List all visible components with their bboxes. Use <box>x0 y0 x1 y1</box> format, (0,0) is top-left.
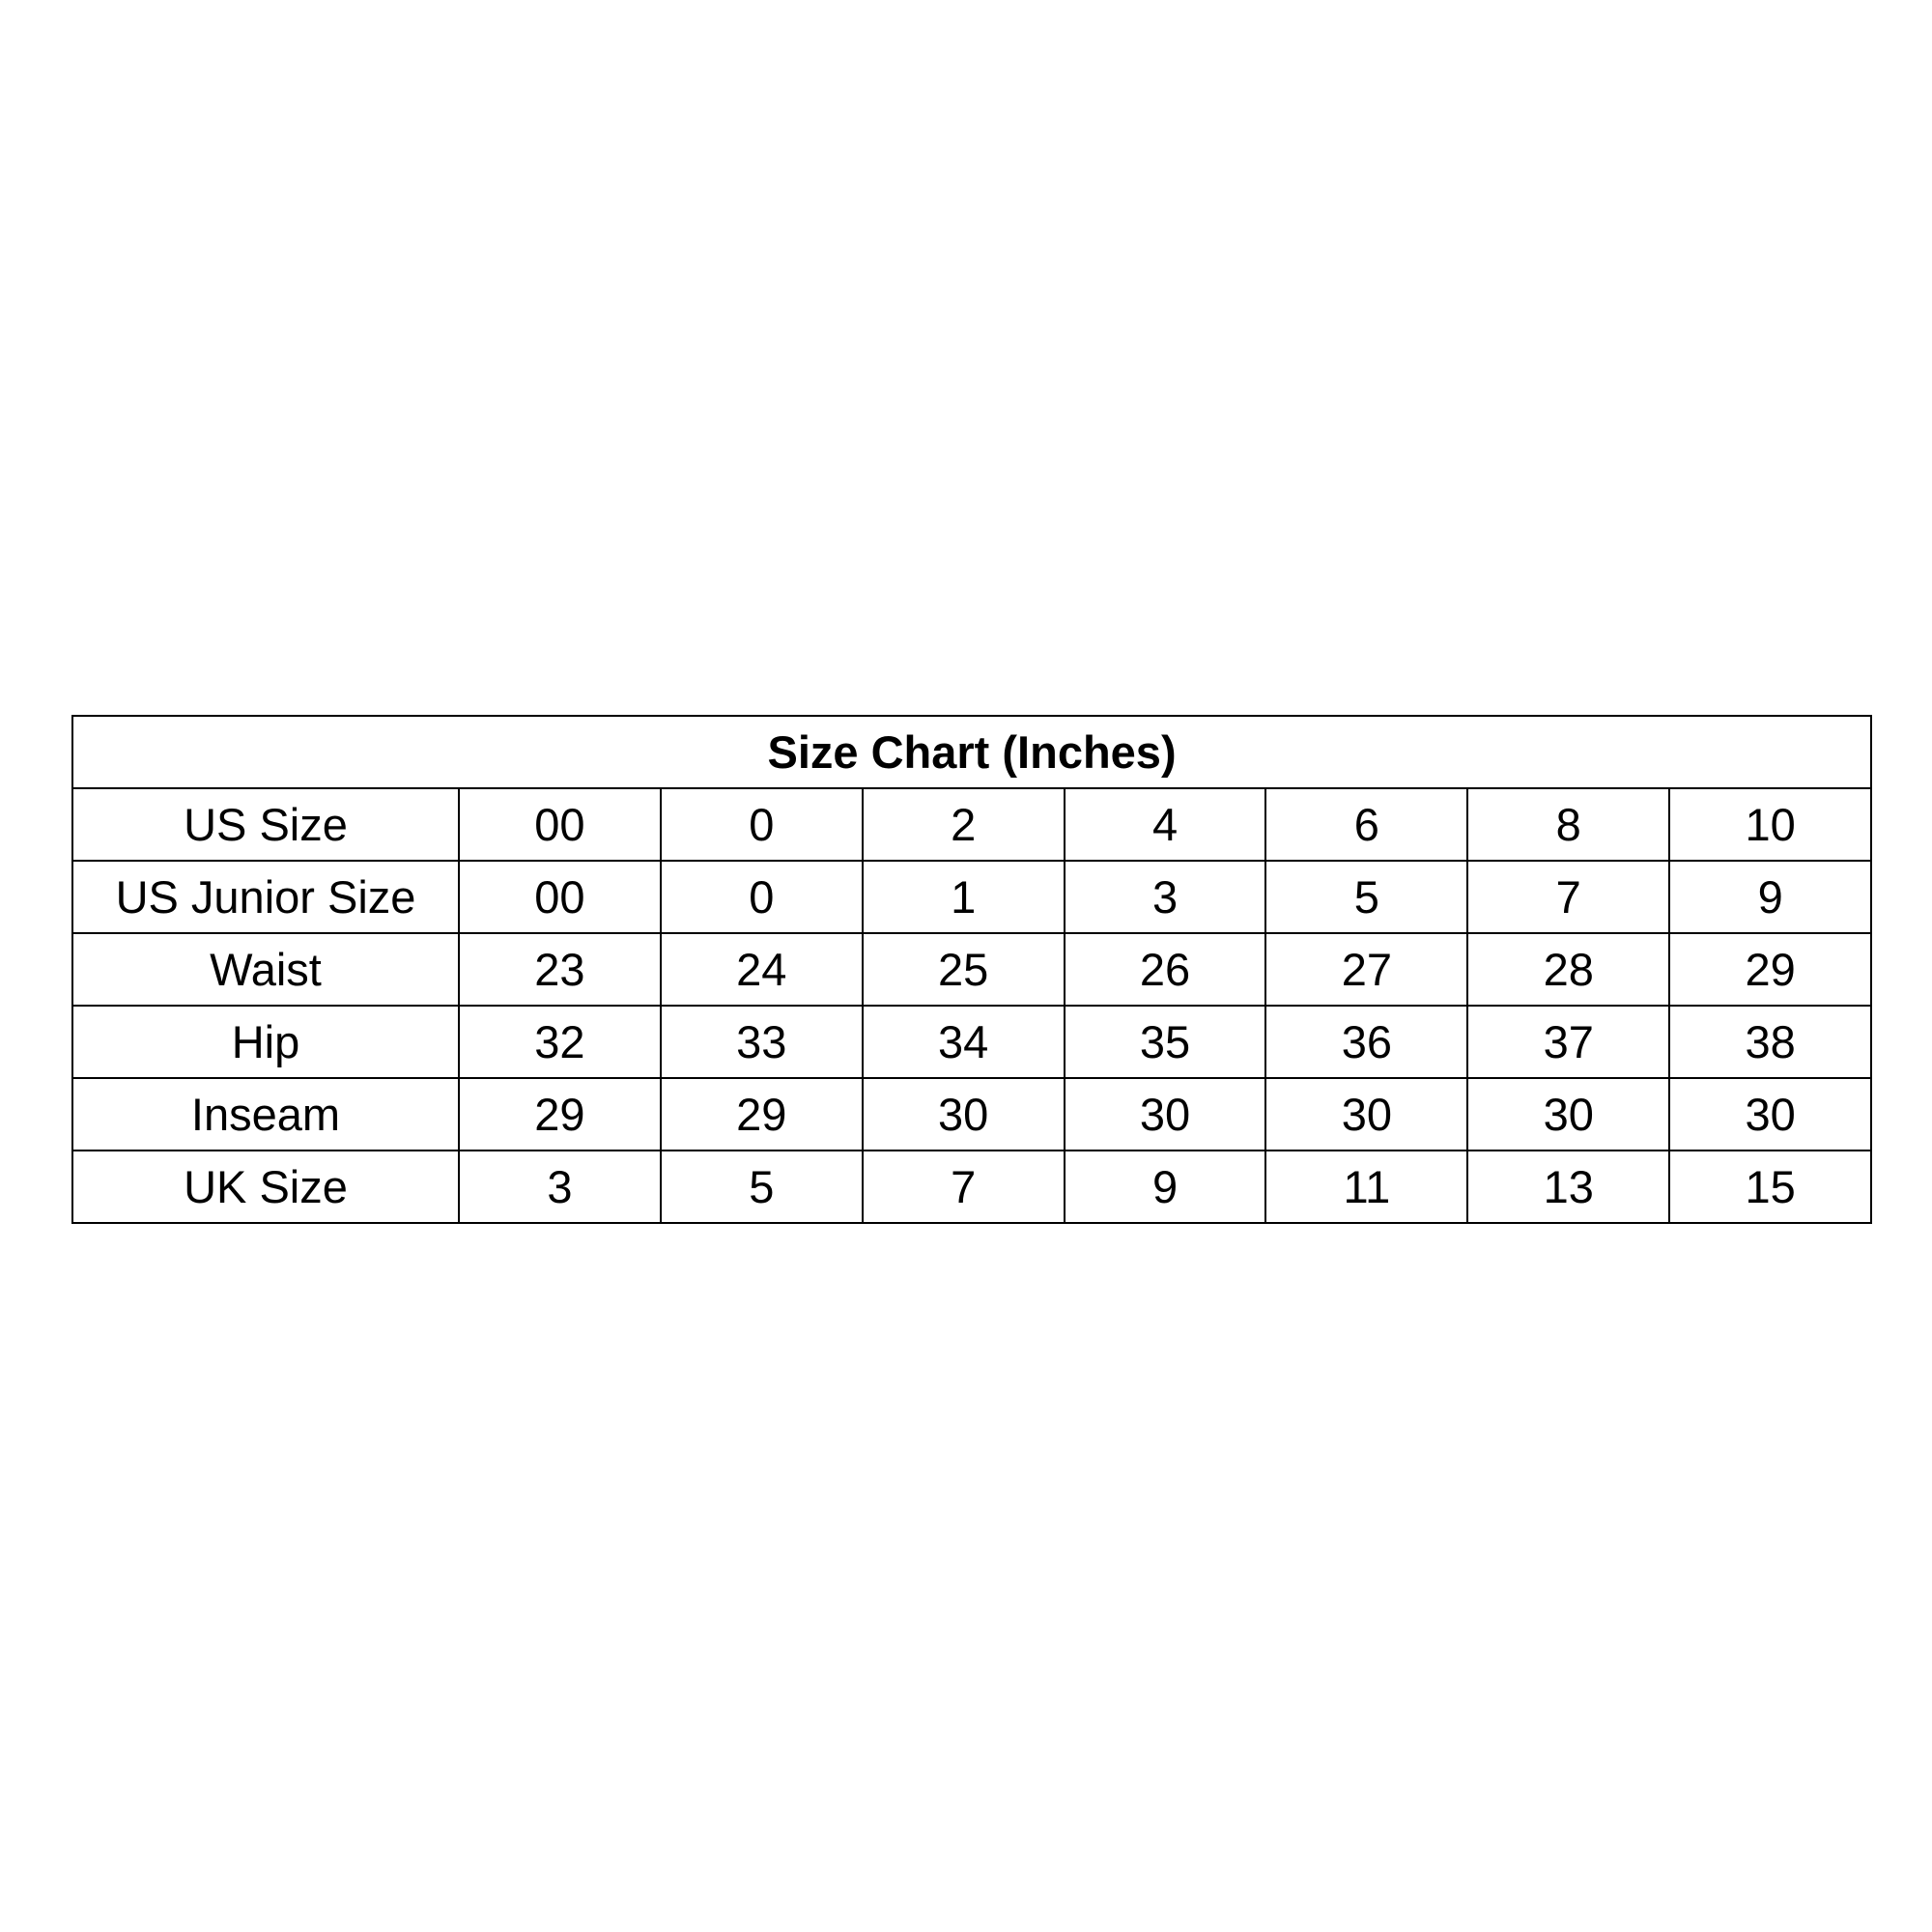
table-cell: 7 <box>1467 861 1669 933</box>
table-cell: 5 <box>1265 861 1467 933</box>
size-chart-table <box>71 715 1872 1224</box>
table-cell: 27 <box>1265 933 1467 1006</box>
table-row <box>72 933 1871 1006</box>
table-row <box>72 1151 1871 1223</box>
table-cell: 35 <box>1065 1006 1266 1078</box>
table-cell: 9 <box>1065 1151 1266 1223</box>
table-cell: 29 <box>661 1078 863 1151</box>
table-cell: 0 <box>661 861 863 933</box>
table-row <box>72 1078 1871 1151</box>
table-cell: 30 <box>863 1078 1065 1151</box>
table-cell: 4 <box>1065 788 1266 861</box>
table-cell: 6 <box>1265 788 1467 861</box>
table-cell: 15 <box>1669 1151 1871 1223</box>
table-row <box>72 788 1871 861</box>
row-label: US Junior Size <box>72 861 459 933</box>
row-label: Inseam <box>72 1078 459 1151</box>
row-label: UK Size <box>72 1151 459 1223</box>
table-cell: 13 <box>1467 1151 1669 1223</box>
table-cell: 24 <box>661 933 863 1006</box>
table-cell: 30 <box>1065 1078 1266 1151</box>
size-chart-body <box>72 716 1871 1223</box>
table-row <box>72 1006 1871 1078</box>
row-label: Hip <box>72 1006 459 1078</box>
table-cell: 25 <box>863 933 1065 1006</box>
table-cell: 1 <box>863 861 1065 933</box>
row-label: US Size <box>72 788 459 861</box>
table-cell: 30 <box>1669 1078 1871 1151</box>
table-cell: 11 <box>1265 1151 1467 1223</box>
table-cell: 34 <box>863 1006 1065 1078</box>
table-cell: 36 <box>1265 1006 1467 1078</box>
title-row <box>72 716 1871 788</box>
table-cell: 7 <box>863 1151 1065 1223</box>
table-cell: 3 <box>459 1151 661 1223</box>
table-cell: 00 <box>459 788 661 861</box>
table-cell: 29 <box>1669 933 1871 1006</box>
table-cell: 2 <box>863 788 1065 861</box>
table-cell: 0 <box>661 788 863 861</box>
table-cell: 38 <box>1669 1006 1871 1078</box>
table-cell: 28 <box>1467 933 1669 1006</box>
table-cell: 00 <box>459 861 661 933</box>
table-title: Size Chart (Inches) <box>72 716 1871 788</box>
table-cell: 33 <box>661 1006 863 1078</box>
table-cell: 37 <box>1467 1006 1669 1078</box>
table-cell: 30 <box>1467 1078 1669 1151</box>
table-cell: 8 <box>1467 788 1669 861</box>
table-cell: 30 <box>1265 1078 1467 1151</box>
table-cell: 9 <box>1669 861 1871 933</box>
table-cell: 32 <box>459 1006 661 1078</box>
table-row <box>72 861 1871 933</box>
table-cell: 23 <box>459 933 661 1006</box>
row-label: Waist <box>72 933 459 1006</box>
table-cell: 3 <box>1065 861 1266 933</box>
table-cell: 5 <box>661 1151 863 1223</box>
table-cell: 10 <box>1669 788 1871 861</box>
table-cell: 26 <box>1065 933 1266 1006</box>
table-cell: 29 <box>459 1078 661 1151</box>
